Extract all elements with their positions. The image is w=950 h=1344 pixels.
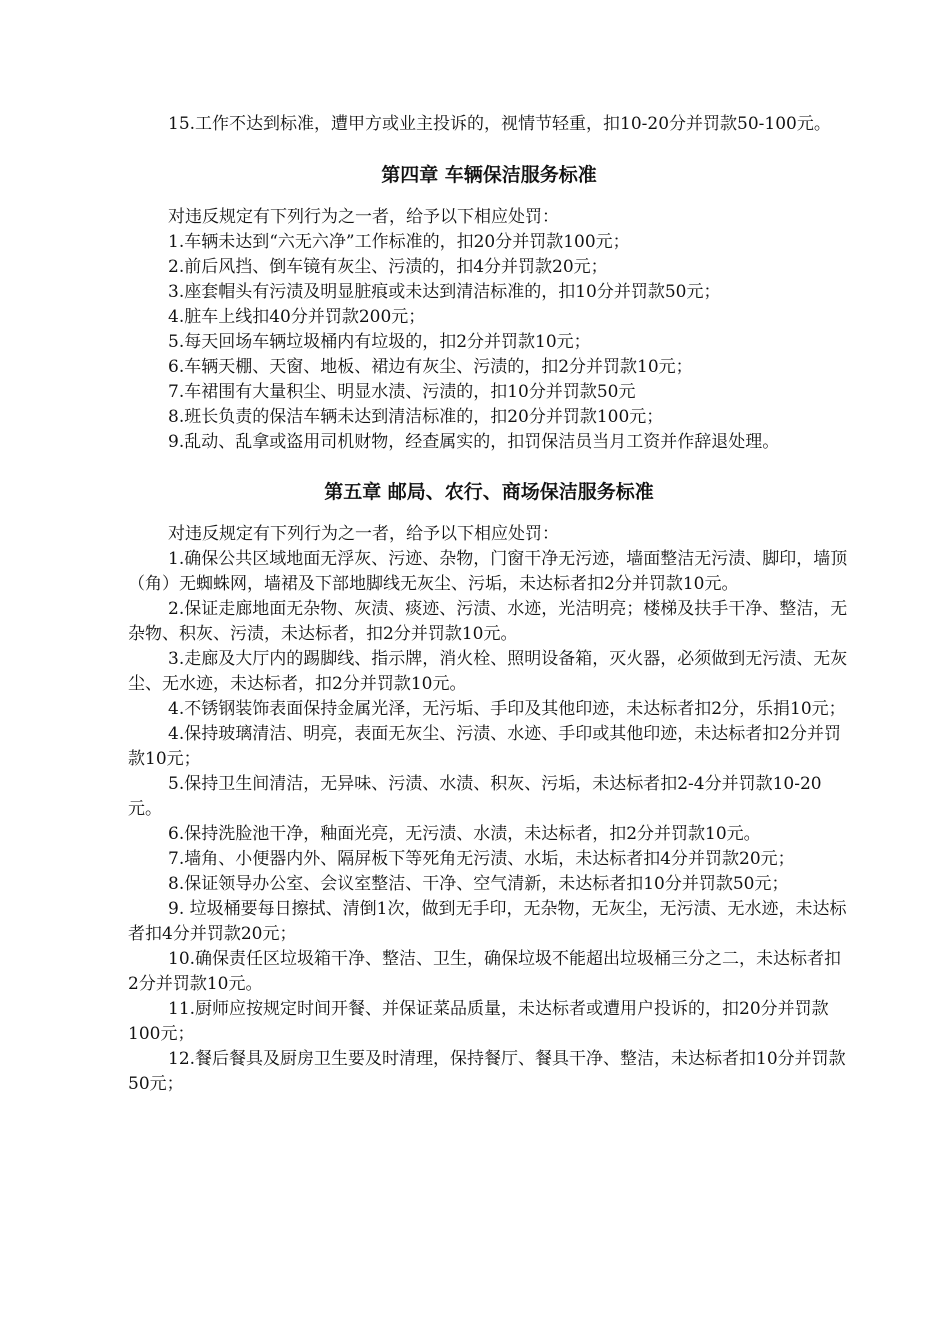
chapter-4-item: 9.乱动、乱拿或盗用司机财物，经查属实的，扣罚保洁员当月工资并作辞退处理。: [168, 432, 780, 452]
chapter-5-title: 第五章 邮局、农行、商场保洁服务标准: [324, 481, 654, 503]
chapter-4-title: 第四章 车辆保洁服务标准: [381, 164, 597, 186]
chapter-4-item: 7.车裙围有大量积尘、明显水渍、污渍的，扣10分并罚款50元: [168, 382, 636, 402]
chapter-5-item: 12.餐后餐具及厨房卫生要及时清理，保持餐厅、餐具干净、整洁，未达标者扣10分并罚款50元；: [128, 1049, 846, 1094]
chapter-5-item: 5.保持卫生间清洁，无异味、污渍、水渍、积灰、污垢，未达标者扣2-4分并罚款10-20元。: [128, 774, 822, 819]
chapter-4-item: 1.车辆未达到“六无六净”工作标准的，扣20分并罚款100元；: [168, 232, 630, 252]
chapter-4-item: 5.每天回场车辆垃圾桶内有垃圾的，扣2分并罚款10元；: [168, 332, 591, 352]
chapter-5-item: 11.厨师应按规定时间开餐、并保证菜品质量，未达标者或遭用户投诉的，扣20分并罚款100元；: [128, 999, 829, 1044]
chapter-4-item: 3.座套帽头有污渍及明显脏痕或未达到清洁标准的，扣10分并罚款50元；: [168, 282, 721, 302]
document-body: [128, 112, 850, 1097]
chapter-4-item: 4.脏车上线扣40分并罚款200元；: [168, 307, 426, 327]
chapter-5-item: 9. 垃圾桶要每日擦拭、清倒1次，做到无手印，无杂物，无灰尘，无污渍、无水迹，未达标者扣4分并罚款20元；: [128, 899, 847, 944]
chapter-5-item: 2.保证走廊地面无杂物、灰渍、痰迹、污渍、水迹，光洁明亮；楼梯及扶手干净、整洁，无杂物、积灰、污渍，未达标者，扣2分并罚款10元。: [128, 599, 848, 644]
chapter-5-item: 8.保证领导办公室、会议室整洁、干净、空气清新，未达标者扣10分并罚款50元；: [168, 874, 789, 894]
chapter-4-intro: 对违反规定有下列行为之一者，给予以下相应处罚：: [168, 207, 559, 227]
chapter-5-item: 3.走廊及大厅内的踢脚线、指示牌，消火栓、照明设备箱，灭火器，必须做到无污渍、无灰尘、无水迹，未达标者，扣2分并罚款10元。: [128, 649, 848, 694]
chapter-4-item: 8.班长负责的保洁车辆未达到清洁标准的，扣20分并罚款100元；: [168, 407, 664, 427]
chapter-5-item: 1.确保公共区域地面无浮灰、污迹、杂物，门窗干净无污迹，墙面整洁无污渍、脚印，墙顶（角）无蜘蛛网，墙裙及下部地脚线无灰尘、污垢，未达标者扣2分并罚款10元。: [128, 549, 848, 594]
chapter-5-item: 7.墙角、小便器内外、隔屏板下等死角无污渍、水垢，未达标者扣4分并罚款20元；: [168, 849, 795, 869]
chapter-5-item: 4.不锈钢装饰表面保持金属光泽，无污垢、手印及其他印迹，未达标者扣2分，乐捐10元；: [168, 699, 846, 719]
chapter-4-item: 6.车辆天棚、天窗、地板、裙边有灰尘、污渍的，扣2分并罚款10元；: [168, 357, 693, 377]
chapter-5-item: 10.确保责任区垃圾箱干净、整洁、卫生，确保垃圾不能超出垃圾桶三分之二，未达标者扣2分并罚款10元。: [128, 949, 842, 994]
chapter-5-intro: 对违反规定有下列行为之一者，给予以下相应处罚：: [168, 524, 559, 544]
chapter-4-item: 2.前后风挡、倒车镜有灰尘、污渍的，扣4分并罚款20元；: [168, 257, 608, 277]
clause-15: 15.工作不达到标准，遭甲方或业主投诉的，视情节轻重，扣10-20分并罚款50-100元。: [168, 114, 831, 134]
chapter-5-item: 6.保持洗脸池干净，釉面光亮，无污渍、水渍，未达标者，扣2分并罚款10元。: [168, 824, 761, 844]
chapter-5-item: 4.保持玻璃清洁、明亮，表面无灰尘、污渍、水迹、手印或其他印迹，未达标者扣2分并罚款10元；: [128, 724, 842, 769]
